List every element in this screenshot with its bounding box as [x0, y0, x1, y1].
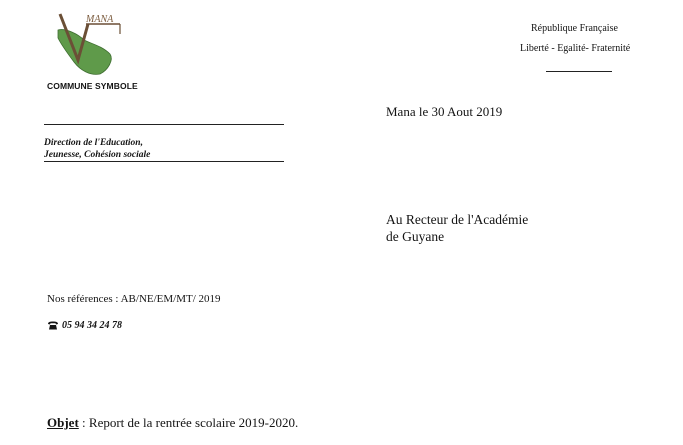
subject-line [47, 415, 298, 431]
subject-text: : Report de la rentrée scolaire 2019-2020. [78, 415, 299, 430]
republic-label: République Française [531, 23, 618, 34]
rule-left-top [44, 124, 284, 125]
phone-line [47, 320, 122, 331]
place-date: Mana le 30 Aout 2019 [386, 104, 503, 119]
subject-label: Objet [47, 415, 79, 430]
telephone-icon [47, 321, 59, 330]
direction-block [44, 137, 150, 161]
recipient-line-2: de Guyane [386, 229, 445, 244]
recipient-line-1: Au Recteur de l'Académie [386, 212, 529, 227]
commune-label: COMMUNE SYMBOLE [47, 81, 138, 91]
motto-label: Liberté - Egalité- Fraternité [520, 43, 631, 54]
rule-left-bottom [44, 161, 284, 162]
phone-number: 05 94 34 24 78 [62, 320, 122, 331]
logo-text: MANA [86, 14, 114, 25]
direction-line-1: Direction de l'Education, [44, 138, 143, 148]
references: Nos références : AB/NE/EM/MT/ 2019 [47, 293, 221, 305]
rule-right [546, 71, 612, 72]
direction-line-2: Jeunesse, Cohésion sociale [44, 150, 151, 160]
recipient-block [386, 211, 528, 245]
